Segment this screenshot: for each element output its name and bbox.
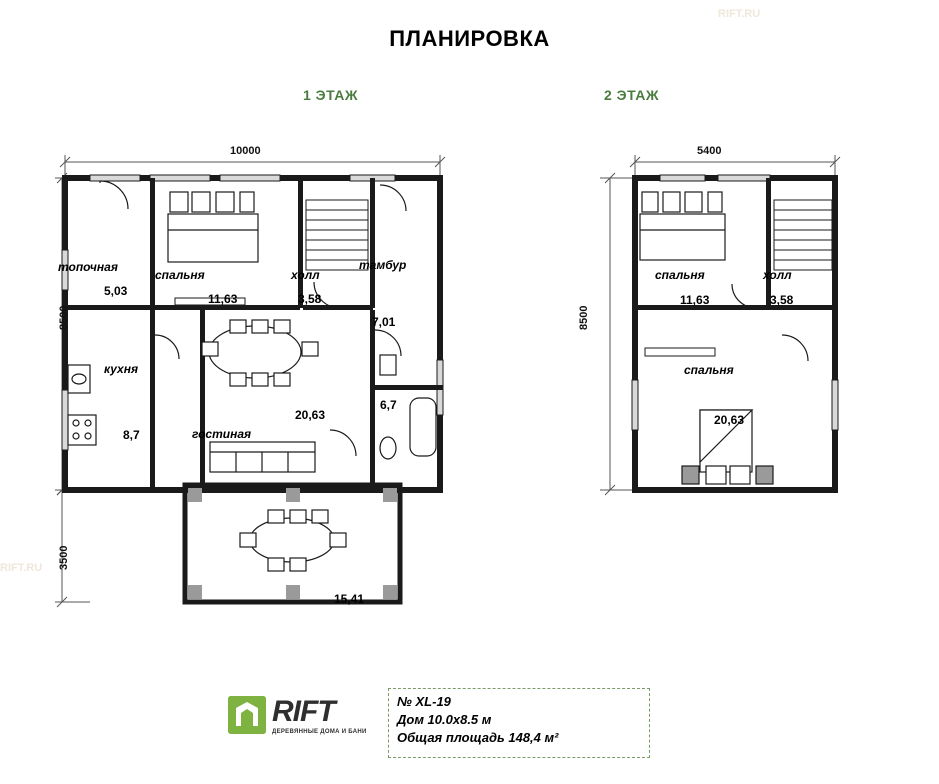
room-area-bedroom-2: 11,63 [680, 293, 710, 307]
logo-wordmark: RIFT [272, 695, 335, 728]
brand-logo [228, 695, 378, 751]
room-area-kitchen: 8,7 [123, 428, 140, 442]
page-title: ПЛАНИРОВКА [389, 26, 550, 51]
room-label-bedroom-2: спальня [655, 268, 705, 282]
project-code: № XL-19 [397, 694, 451, 709]
room-label-bedroom-3: спальня [684, 363, 734, 377]
project-total-area: Общая площадь 148,4 м² [397, 730, 559, 745]
watermark-left: RIFT.RU [0, 562, 43, 574]
room-label-tambour: тамбур [359, 258, 407, 272]
room-label-boiler: топочная [58, 260, 118, 274]
room-label-hall-1: холл [291, 268, 320, 282]
room-area-terrace: 15,41 [334, 592, 365, 606]
room-area-living: 20,63 [295, 408, 326, 422]
project-info-box [388, 688, 650, 758]
logo-tagline: ДЕРЕВЯННЫЕ ДОМА И БАНИ [272, 729, 367, 735]
project-house-size: Дом 10.0х8.5 м [397, 712, 492, 727]
room-label-living: гостиная [192, 427, 252, 441]
room-area-tambour: 7,01 [372, 315, 396, 329]
logo-mark-icon [228, 696, 266, 734]
room-label-hall-2: холл [763, 268, 792, 282]
room-area-bedroom-1: 11,63 [208, 292, 238, 306]
floor-1-height-dim: 8500 [58, 305, 70, 330]
floor-1-label: 1 ЭТАЖ [303, 87, 359, 103]
floor-1-plan [40, 130, 460, 630]
room-label-bedroom-1: спальня [155, 268, 205, 282]
room-area-hall-2: 3,58 [770, 293, 794, 307]
room-area-boiler: 5,03 [104, 284, 128, 298]
floor-2-height-dim: 8500 [578, 305, 590, 330]
floor-1-width-dim: 10000 [230, 145, 261, 157]
floor-2-label: 2 ЭТАЖ [604, 87, 660, 103]
floor-1-porch-dim: 3500 [58, 545, 70, 570]
floor-2-width-dim: 5400 [697, 145, 722, 157]
room-area-bedroom-3: 20,63 [714, 413, 745, 427]
room-area-hall-1: 3,58 [298, 292, 322, 306]
room-label-kitchen: кухня [104, 362, 139, 376]
floor-2-plan [560, 130, 890, 530]
room-area-bath: 6,7 [380, 398, 397, 412]
watermark-top: RIFT.RU [718, 8, 761, 20]
